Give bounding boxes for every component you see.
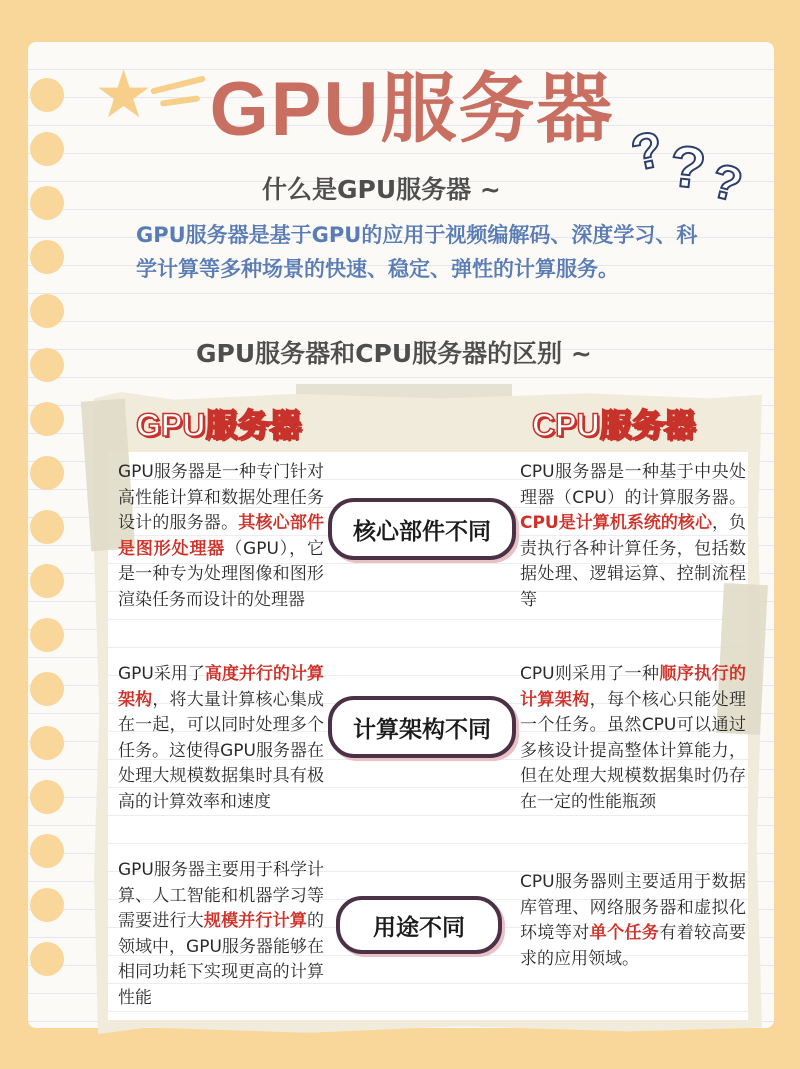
binder-hole xyxy=(30,726,64,760)
cpu-description-architecture: CPU则采用了一种顺序执行的计算架构，每个核心只能处理一个任务。虽然CPU可以通过多核设计提高整体计算能力，但在处理大规模数据集时仍存在一定的性能瓶颈 xyxy=(520,664,747,812)
section-heading-what-is: 什么是GPU服务器 ~ xyxy=(262,175,501,204)
binder-hole xyxy=(30,240,64,274)
badge-architecture: 计算架构不同 xyxy=(328,696,516,758)
binder-hole xyxy=(30,402,64,436)
column-header-gpu: GPU服务器 xyxy=(136,407,302,443)
gpu-description-architecture: GPU采用了高度并行的计算架构，将大量计算核心集成在一起，可以同时处理多个任务。这使得GPU服务器在处理大规模数据集时具有极高的计算效率和速度 xyxy=(118,664,325,812)
binder-hole xyxy=(30,564,64,598)
cpu-description-core: CPU服务器是一种基于中央处理器（CPU）的计算服务器。CPU是计算机系统的核心，负责执行各种计算任务，包括数据处理、逻辑运算、控制流程等 xyxy=(520,462,746,610)
binder-hole xyxy=(30,510,64,544)
question-marks-icon: ? ? ? xyxy=(626,120,748,213)
binder-hole xyxy=(30,834,64,868)
section-heading-difference: GPU服务器和CPU服务器的区别 ~ xyxy=(196,339,592,368)
binder-hole xyxy=(30,348,64,382)
badge-core-component: 核心部件不同 xyxy=(328,498,516,560)
binder-hole xyxy=(30,618,64,652)
gpu-description-core: GPU服务器是一种专门针对高性能计算和数据处理任务设计的服务器。其核心部件是图形处理器（GPU），它是一种专为处理图像和图形渲染任务而设计的处理器 xyxy=(118,462,325,610)
badge-usage: 用途不同 xyxy=(336,896,502,954)
page-title: GPU服务器 xyxy=(209,67,615,152)
binder-hole xyxy=(30,780,64,814)
binder-hole xyxy=(30,672,64,706)
binder-hole xyxy=(30,186,64,220)
star-icon: ★ xyxy=(94,56,154,133)
binder-hole xyxy=(30,942,64,976)
binder-hole xyxy=(30,78,64,112)
column-header-cpu: CPU服务器 xyxy=(532,407,696,443)
binder-hole xyxy=(30,132,64,166)
intro-paragraph: GPU服务器是基于GPU的应用于视频编解码、深度学习、科学计算等多种场景的快速、稳定、弹性的计算服务。 xyxy=(136,223,698,281)
gpu-description-usage: GPU服务器主要用于科学计算、人工智能和机器学习等需要进行大规模并行计算的领域中，GPU服务器能够在相同功耗下实现更高的计算性能 xyxy=(118,860,325,1008)
binder-hole xyxy=(30,294,64,328)
cpu-description-usage: CPU服务器则主要适用于数据库管理、网络服务器和虚拟化环境等对单个任务有着较高要求的应用领域。 xyxy=(520,872,747,969)
binder-hole xyxy=(30,456,64,490)
binder-hole xyxy=(30,888,64,922)
